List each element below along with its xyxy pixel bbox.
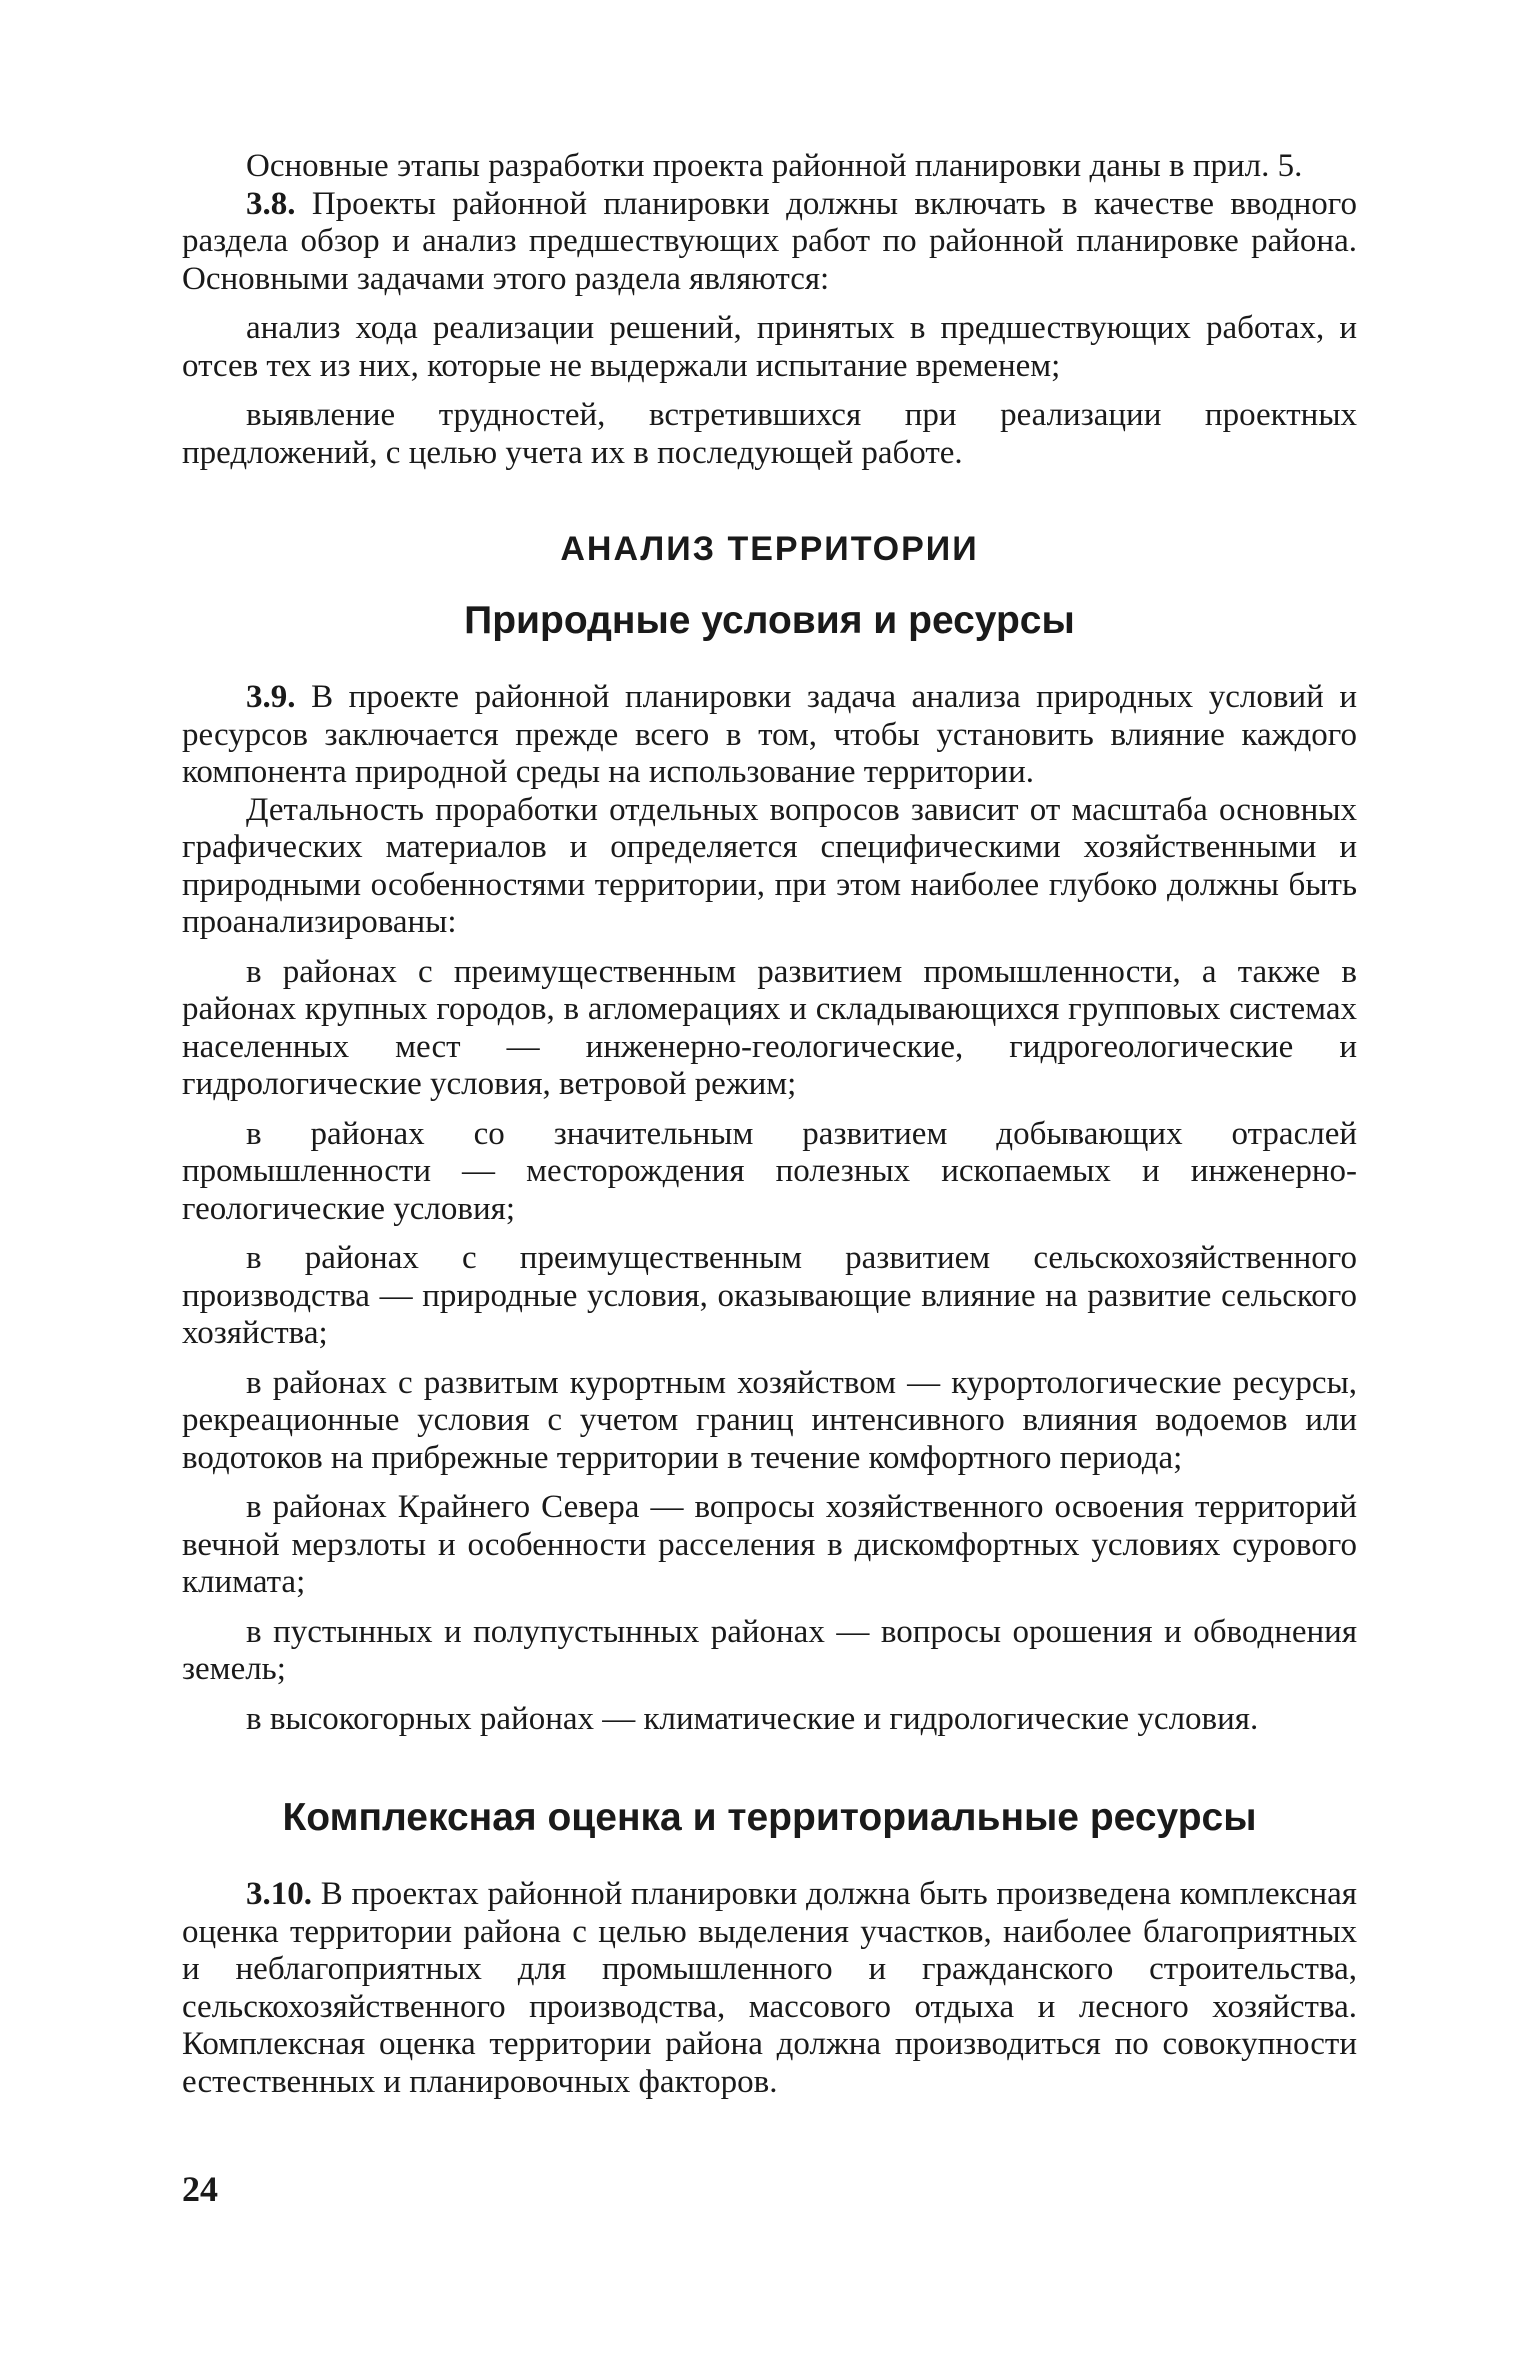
complex-paragraph-1-text: В проектах районной планировки должна быть произведена комплексная оценка территории района с целью выделения участков, наиболее благоприятных и неблагоприятных для промышленного и гражданского строительства, сельскохозяйственного производства, массового отдыха и лесного хозяйства. Комплексная оценка территории района должна производиться по совокупности естественных и планировочных факторов. xyxy=(182,1876,1357,2100)
natural-paragraph-2: Детальность проработки отдельных вопросов зависит от масштаба основных графических материалов и определяется специфическими хозяйственными и природными особенностями территории, при этом наиболее глубоко должны быть проанализированы: xyxy=(182,791,1357,940)
natural-paragraph-1 xyxy=(182,679,1357,792)
list-item: в районах со значительным развитием добывающих отраслей промышленности — месторождения полезных ископаемых и инженерно-геологические условия; xyxy=(182,1115,1357,1227)
intro-paragraph-3: анализ хода реализации решений, принятых в предшествующих работах, и отсев тех из них, которые не выдержали испытание временем; xyxy=(182,310,1357,384)
heading-natural-conditions: Природные условия и ресурсы xyxy=(464,599,1075,642)
section-number-3-10: 3.10. xyxy=(246,1876,312,1912)
intro-paragraph-2-text: Проекты районной планировки должны включать в качестве вводного раздела обзор и анализ предшествующих работ по районной планировке района. Основными задачами этого раздела являются: xyxy=(182,185,1357,297)
page-content xyxy=(182,148,1357,2101)
heading-complex-assessment: Комплексная оценка и территориальные ресурсы xyxy=(282,1796,1257,1839)
section-number-3-9: 3.9. xyxy=(246,679,296,715)
list-item: в районах с развитым курортным хозяйством — курортологические ресурсы, рекреационные условия с учетом границ интенсивного влияния водоемов или водотоков на прибрежные территории в течение комфортного периода; xyxy=(182,1364,1357,1476)
complex-paragraph-1 xyxy=(182,1876,1357,2101)
intro-paragraph-1: Основные этапы разработки проекта районной планировки даны в прил. 5. xyxy=(246,148,1303,184)
list-item: в высокогорных районах — климатические и гидрологические условия. xyxy=(246,1700,1259,1737)
natural-paragraph-1-text: В проекте районной планировки задача анализа природных условий и ресурсов заключается прежде всего в том, чтобы установить влияние каждого компонента природной среды на использование территории. xyxy=(182,679,1357,790)
intro-paragraph-4: выявление трудностей, встретившихся при реализации проектных предложений, с целью учета их в последующей работе. xyxy=(182,397,1357,471)
section-number-3-8: 3.8. xyxy=(246,185,296,222)
section-title: АНАЛИЗ ТЕРРИТОРИИ xyxy=(560,530,979,568)
list-item: в районах с преимущественным развитием сельскохозяйственного производства — природные условия, оказывающие влияние на развитие сельского хозяйства; xyxy=(182,1240,1357,1351)
list-item: в районах Крайнего Севера — вопросы хозяйственного освоения территорий вечной мерзлоты и особенности расселения в дискомфортных условиях сурового климата; xyxy=(182,1489,1357,1600)
intro-paragraph-2 xyxy=(182,186,1357,299)
list-item: в районах с преимущественным развитием промышленности, а также в районах крупных городов, в агломерациях и складывающихся групповых системах населенных мест — инженерно-геологические, гидрогеологические и гидрологические условия, ветровой режим; xyxy=(182,953,1357,1102)
page-number: 24 xyxy=(182,2169,218,2209)
list-item: в пустынных и полупустынных районах — вопросы орошения и обводнения земель; xyxy=(182,1613,1357,1687)
